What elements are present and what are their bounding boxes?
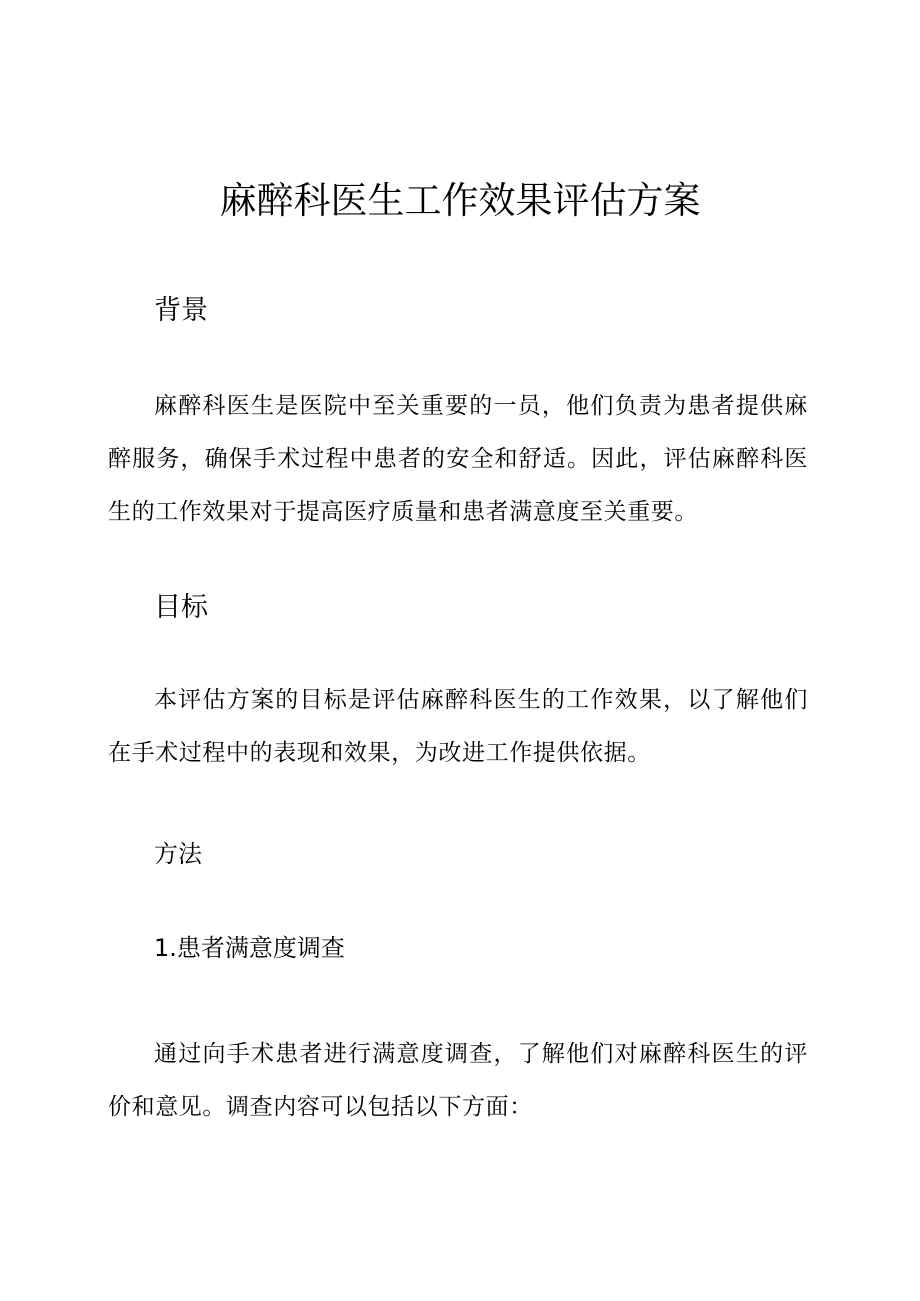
document-title: 麻醉科医生工作效果评估方案 xyxy=(219,179,701,222)
background-paragraph: 麻醉科医生是医院中至关重要的一员，他们负责为患者提供麻醉服务，确保手术过程中患者的安全和舒适。因此，评估麻醉科医生的工作效果对于提高医疗质量和患者满意度至关重要。 xyxy=(108,393,808,525)
section-heading-goal: 目标 xyxy=(154,592,208,623)
method-paragraph: 通过向手术患者进行满意度调查，了解他们对麻醉科医生的评价和意见。调查内容可以包括以下方面： xyxy=(108,1041,808,1120)
section-heading-method: 方法 xyxy=(154,840,202,868)
goal-paragraph: 本评估方案的目标是评估麻醉科医生的工作效果，以了解他们在手术过程中的表现和效果，为改进工作提供依据。 xyxy=(108,687,808,766)
section-heading-background: 背景 xyxy=(154,295,208,326)
method-subheading-patient-survey: 1.患者满意度调查 xyxy=(154,934,345,962)
